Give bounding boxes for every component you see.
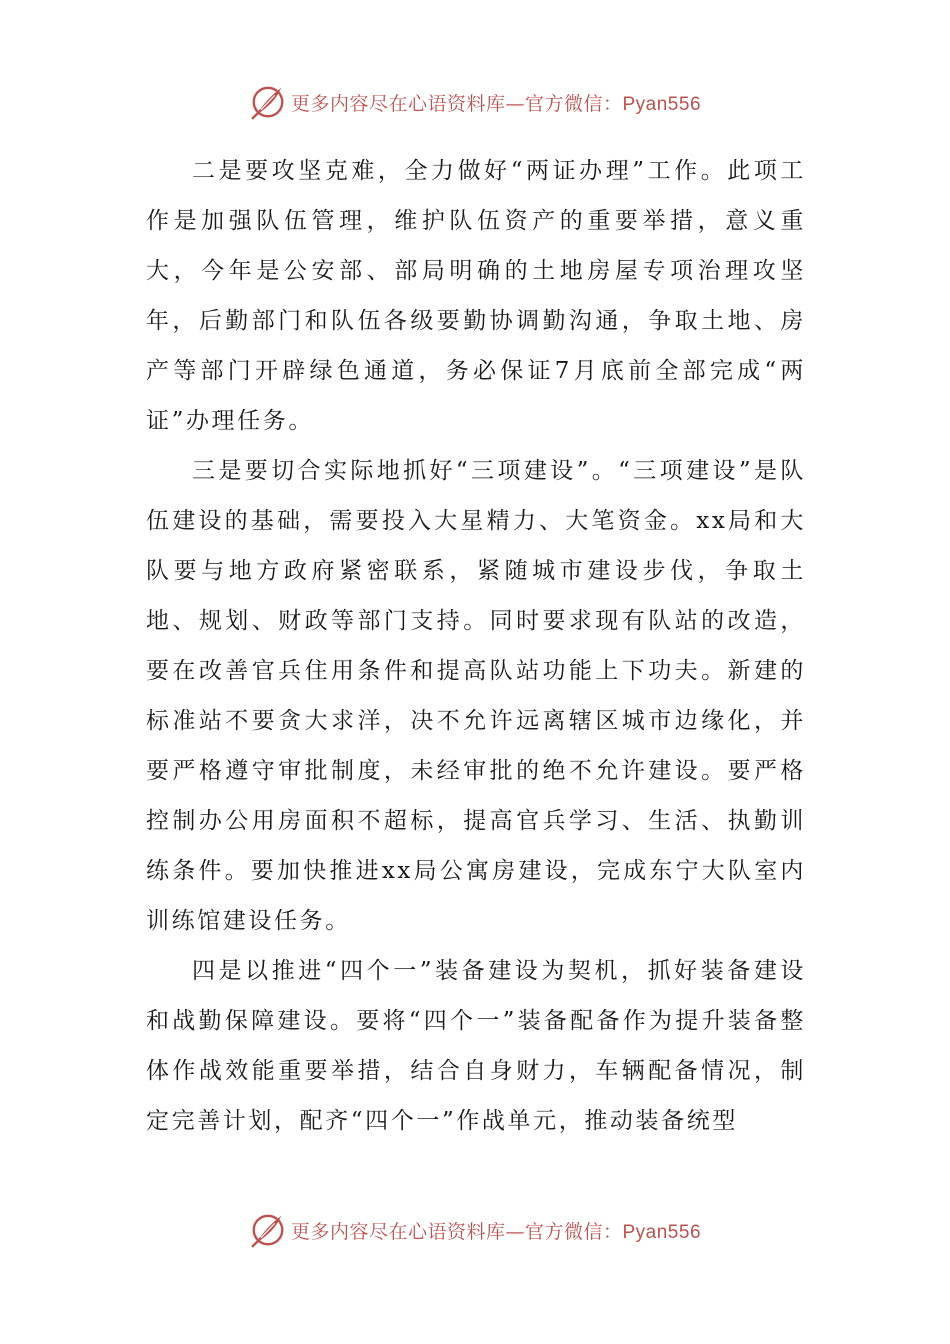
paragraph-three: 三是要切合实际地抓好“三项建设”。“三项建设”是队伍建设的基础，需要投入大星精力、大笔资金。xx局和大队要与地方政府紧密联系，紧随城市建设步伐，争取土地、规划、财政等部门支持。同时要求现有队站的改造，要在改善官兵住用条件和提高队站功能上下功夫。新建的标准站不要贪大求洋，决不允许远离辖区城市边缘化，并要严格遵守审批制度，未经审批的绝不允许建设。要严格控制办公用房面积不超标，提高官兵学习、生活、执勤训练条件。要加快推进xx局公寓房建设，完成东宁大队室内训练馆建设任务。 [146, 458, 806, 934]
quill-logo-icon [249, 83, 287, 121]
wechat-id: Pyan556 [622, 93, 702, 115]
document-body [146, 146, 806, 1146]
footer-watermark [0, 1210, 950, 1250]
paragraph-two: 二是要攻坚克难，全力做好“两证办理”工作。此项工作是加强队伍管理，维护队伍资产的重要举措，意义重大，今年是公安部、部局明确的土地房屋专项治理攻坚年，后勤部门和队伍各级要勤协调勤沟通，争取土地、房产等部门开辟绿色通道，务必保证7月底前全部完成“两证”办理任务。 [146, 158, 806, 434]
paragraph-four: 四是以推进“四个一”装备建设为契机，抓好装备建设和战勤保障建设。要将“四个一”装备配备作为提升装备整体作战效能重要举措，结合自身财力，车辆配备情况，制定完善计划，配齐“四个一”作战单元，推动装备统型 [146, 958, 806, 1134]
wechat-id: Pyan556 [622, 1221, 702, 1243]
watermark-text: 更多内容尽在心语资料库—官方微信：Pyan556 [290, 1220, 702, 1243]
quill-logo-icon [249, 1211, 287, 1249]
watermark-text: 更多内容尽在心语资料库—官方微信：Pyan556 [290, 92, 702, 115]
header-watermark [0, 82, 950, 122]
